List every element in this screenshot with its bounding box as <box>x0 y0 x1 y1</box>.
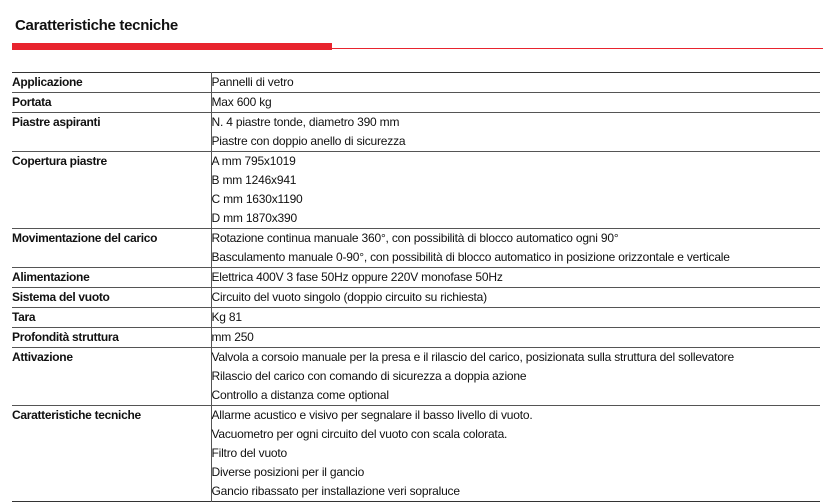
spec-value <box>211 288 820 308</box>
spec-label: Copertura piastre <box>12 152 211 229</box>
spec-value <box>211 308 820 328</box>
spec-label: Alimentazione <box>12 268 211 288</box>
title-divider-line <box>332 48 823 49</box>
spec-value-line: Valvola a corsoio manuale per la presa e il rilascio del carico, posizionata sulla struttura del sollevatore <box>211 350 734 364</box>
spec-value <box>211 93 820 113</box>
spec-row-applicazione <box>12 73 820 93</box>
spec-value-line: Controllo a distanza come optional <box>211 388 389 402</box>
spec-label: Applicazione <box>12 73 211 93</box>
spec-row-piastre-aspiranti <box>12 113 820 152</box>
spec-label: Caratteristiche tecniche <box>12 406 211 502</box>
spec-value <box>211 406 820 502</box>
spec-value <box>211 113 820 152</box>
spec-row-attivazione <box>12 348 820 406</box>
spec-value-line: Rotazione continua manuale 360°, con possibilità di blocco automatico ogni 90° <box>211 231 619 245</box>
spec-row-copertura-piastre <box>12 152 820 229</box>
spec-row-alimentazione <box>12 268 820 288</box>
spec-value-line: B mm 1246x941 <box>211 173 297 187</box>
spec-label: Movimentazione del carico <box>12 229 211 268</box>
spec-value <box>211 229 820 268</box>
spec-label: Attivazione <box>12 348 211 406</box>
section-title: Caratteristiche tecniche <box>15 17 178 34</box>
spec-label: Profondità struttura <box>12 328 211 348</box>
spec-value-line: Vacuometro per ogni circuito del vuoto con scala colorata. <box>211 427 508 441</box>
spec-row-tara <box>12 308 820 328</box>
spec-value <box>211 328 820 348</box>
spec-row-profondita <box>12 328 820 348</box>
spec-row-sistema-vuoto <box>12 288 820 308</box>
spec-value <box>211 152 820 229</box>
spec-value-line: C mm 1630x1190 <box>211 192 303 206</box>
spec-label: Piastre aspiranti <box>12 113 211 152</box>
spec-value <box>211 268 820 288</box>
spec-value-line: Gancio ribassato per installazione veri sopraluce <box>211 484 460 498</box>
spec-row-portata <box>12 93 820 113</box>
spec-value-line: Kg 81 <box>211 310 242 324</box>
spec-value-line: Allarme acustico e visivo per segnalare il basso livello di vuoto. <box>211 408 533 422</box>
spec-value-line: Circuito del vuoto singolo (doppio circuito su richiesta) <box>211 290 487 304</box>
spec-label: Tara <box>12 308 211 328</box>
spec-value <box>211 348 820 406</box>
spec-row-movimentazione <box>12 229 820 268</box>
spec-value-line: D mm 1870x390 <box>211 211 297 225</box>
spec-label: Portata <box>12 93 211 113</box>
spec-row-caratteristiche <box>12 406 820 502</box>
spec-label: Sistema del vuoto <box>12 288 211 308</box>
spec-value-line: Elettrica 400V 3 fase 50Hz oppure 220V monofase 50Hz <box>211 270 503 284</box>
spec-value-line: Filtro del vuoto <box>211 446 288 460</box>
spec-value-line: Max 600 kg <box>211 95 272 109</box>
spec-value-line: Piastre con doppio anello di sicurezza <box>211 134 406 148</box>
spec-value-line: mm 250 <box>211 330 254 344</box>
spec-value-line: Pannelli di vetro <box>211 75 294 89</box>
spec-value <box>211 73 820 93</box>
spec-value-line: Basculamento manuale 0-90°, con possibilità di blocco automatico in posizione orizzontale e verticale <box>211 250 730 264</box>
spec-value-line: A mm 795x1019 <box>211 154 296 168</box>
title-accent-bar <box>12 43 332 50</box>
spec-value-line: Diverse posizioni per il gancio <box>211 465 365 479</box>
spec-value-line: Rilascio del carico con comando di sicurezza a doppia azione <box>211 369 527 383</box>
spec-value-line: N. 4 piastre tonde, diametro 390 mm <box>211 115 400 129</box>
spec-table <box>12 72 820 502</box>
